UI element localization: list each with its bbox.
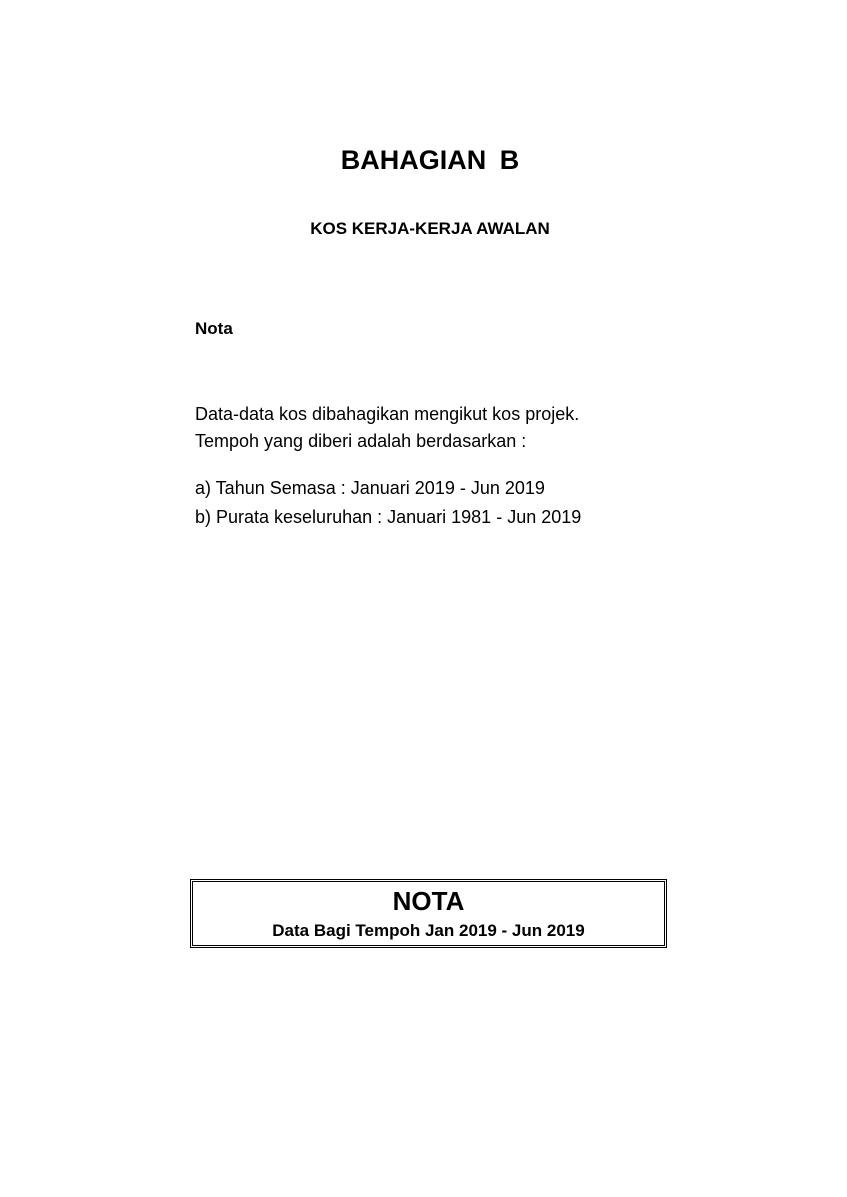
note-list-item: b) Purata keseluruhan : Januari 1981 - Jun 2019 — [195, 507, 582, 527]
note-paragraph-line: Tempoh yang diberi adalah berdasarkan : — [195, 431, 527, 451]
page-subtitle: KOS KERJA-KERJA AWALAN — [310, 219, 550, 238]
nota-box — [190, 879, 667, 948]
page-title: BAHAGIAN B — [340, 145, 520, 175]
note-paragraph — [195, 401, 579, 455]
note-paragraph-line: Data-data kos dibahagikan mengikut kos projek. — [195, 404, 580, 424]
nota-box-title: NOTA — [392, 886, 465, 916]
nota-box-subtitle: Data Bagi Tempoh Jan 2019 - Jun 2019 — [272, 921, 585, 940]
note-heading: Nota — [195, 319, 233, 338]
note-list — [195, 474, 581, 532]
note-list-item: a) Tahun Semasa : Januari 2019 - Jun 2019 — [195, 478, 545, 498]
